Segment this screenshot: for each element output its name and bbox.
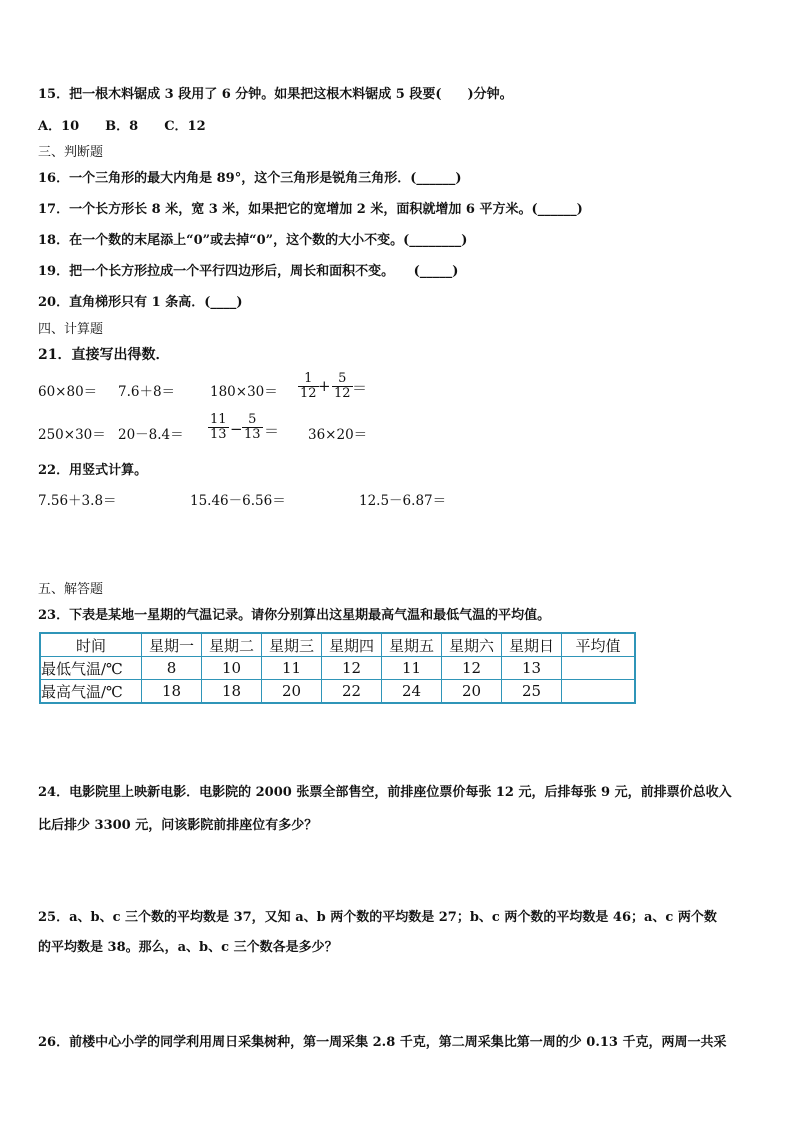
table-cell: 11 bbox=[382, 657, 442, 680]
question-25-line-1: 25．a、b、c 三个数的平均数是 37，又知 a、b 两个数的平均数是 27；b、c 两个数的平均数是 46；a、c 两个数 bbox=[38, 910, 717, 925]
fraction bbox=[298, 372, 319, 401]
vertical-calc-item: 12.5－6.87＝ bbox=[359, 493, 447, 509]
table-row bbox=[40, 657, 635, 680]
denominator: 12 bbox=[334, 386, 351, 401]
question-17: 17．一个长方形长 8 米，宽 3 米，如果把它的宽增加 2 米，面积就增加 6 平方米。(______) bbox=[38, 202, 583, 217]
question-15-options: A．10 B．8 C．12 bbox=[38, 119, 206, 134]
question-15: 15．把一根木料锯成 3 段用了 6 分钟。如果把这根木料锯成 5 段要( )分钟。 bbox=[38, 87, 513, 102]
question-24-line-2: 比后排少 3300 元，问该影院前排座位有多少？ bbox=[38, 818, 318, 833]
table-cell: 18 bbox=[202, 680, 262, 704]
equals-sign: ＝ bbox=[264, 422, 280, 440]
table-cell: 20 bbox=[262, 680, 322, 704]
calc-item: 180×30＝ bbox=[210, 384, 278, 400]
question-21: 21．直接写出得数． bbox=[38, 347, 170, 363]
table-header-cell: 星期六 bbox=[442, 633, 502, 657]
table-header-cell: 星期一 bbox=[142, 633, 202, 657]
table-header-cell: 星期三 bbox=[262, 633, 322, 657]
table-header-cell: 星期五 bbox=[382, 633, 442, 657]
question-25-line-2: 的平均数是 38。那么，a、b、c 三个数各是多少？ bbox=[38, 940, 338, 955]
table-cell: 12 bbox=[442, 657, 502, 680]
vertical-calc-item: 7.56＋3.8＝ bbox=[38, 493, 117, 509]
question-20: 20．直角梯形只有 1 条高．(____) bbox=[38, 295, 243, 310]
numerator: 5 bbox=[338, 371, 347, 386]
temperature-table bbox=[39, 632, 636, 704]
operator: + bbox=[318, 377, 331, 395]
table-header-cell: 时间 bbox=[40, 633, 142, 657]
calc-item: 60×80＝ bbox=[38, 384, 98, 400]
table-header-cell: 星期日 bbox=[502, 633, 562, 657]
fraction bbox=[242, 413, 263, 442]
table-row bbox=[40, 680, 635, 704]
table-cell: 11 bbox=[262, 657, 322, 680]
operator: − bbox=[230, 420, 243, 438]
question-24-line-1: 24．电影院里上映新电影．电影院的 2000 张票全部售空，前排座位票价每张 12 元，后排每张 9 元，前排票价总收入 bbox=[38, 785, 732, 800]
calc-item: 7.6＋8＝ bbox=[118, 384, 176, 400]
question-19: 19．把一个长方形拉成一个平行四边形后，周长和面积不变。 (_____) bbox=[38, 264, 459, 279]
question-23: 23．下表是某地一星期的气温记录。请你分别算出这星期最高气温和最低气温的平均值。 bbox=[38, 608, 551, 623]
table-cell: 18 bbox=[142, 680, 202, 704]
section-4-heading: 四、计算题 bbox=[38, 322, 104, 337]
fraction bbox=[332, 372, 353, 401]
table-cell-average bbox=[562, 657, 636, 680]
denominator: 13 bbox=[210, 427, 227, 442]
calc-item: 20－8.4＝ bbox=[118, 427, 184, 443]
table-header-cell: 星期二 bbox=[202, 633, 262, 657]
fraction bbox=[208, 413, 229, 442]
numerator: 1 bbox=[304, 371, 313, 386]
table-cell: 13 bbox=[502, 657, 562, 680]
denominator: 13 bbox=[244, 427, 261, 442]
table-cell: 22 bbox=[322, 680, 382, 704]
table-cell: 8 bbox=[142, 657, 202, 680]
numerator: 5 bbox=[248, 412, 257, 427]
question-26-line-1: 26．前楼中心小学的同学利用周日采集树种，第一周采集 2.8 千克，第二周采集比第一周的少 0.13 千克，两周一共采 bbox=[38, 1035, 727, 1050]
question-16: 16．一个三角形的最大内角是 89°，这个三角形是锐角三角形．(______) bbox=[38, 171, 462, 186]
denominator: 12 bbox=[300, 386, 317, 401]
calc-item: 36×20＝ bbox=[308, 427, 368, 443]
table-cell: 10 bbox=[202, 657, 262, 680]
table-header-cell: 星期四 bbox=[322, 633, 382, 657]
section-5-heading: 五、解答题 bbox=[38, 582, 104, 597]
table-cell: 24 bbox=[382, 680, 442, 704]
table-header-cell: 平均值 bbox=[562, 633, 636, 657]
table-row-label: 最低气温/℃ bbox=[40, 657, 142, 680]
numerator: 11 bbox=[210, 412, 227, 427]
section-3-heading: 三、判断题 bbox=[38, 145, 104, 160]
question-18: 18．在一个数的末尾添上“0”或去掉“0”，这个数的大小不变。(________) bbox=[38, 233, 468, 248]
table-header-row bbox=[40, 633, 635, 657]
table-row-label: 最高气温/℃ bbox=[40, 680, 142, 704]
equals-sign: ＝ bbox=[352, 379, 368, 397]
calc-item: 250×30＝ bbox=[38, 427, 106, 443]
table-cell: 25 bbox=[502, 680, 562, 704]
table-cell: 20 bbox=[442, 680, 502, 704]
table-cell: 12 bbox=[322, 657, 382, 680]
vertical-calc-item: 15.46－6.56＝ bbox=[190, 493, 286, 509]
question-22: 22．用竖式计算。 bbox=[38, 463, 148, 478]
table-cell-average bbox=[562, 680, 636, 704]
